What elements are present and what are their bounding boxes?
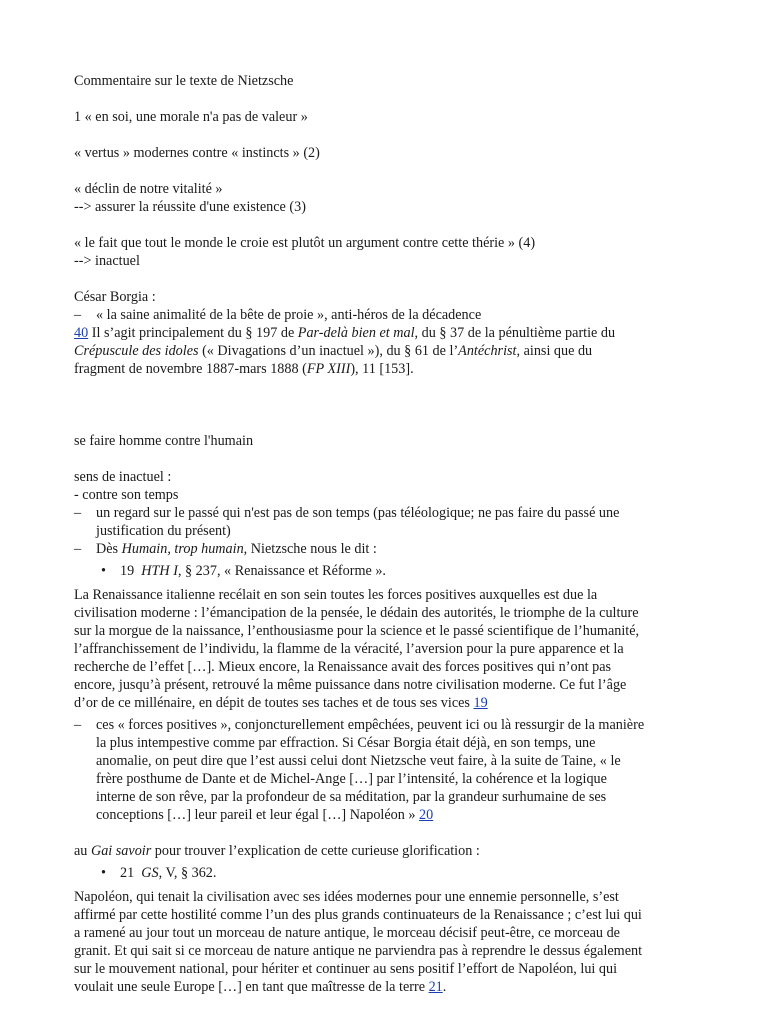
quote-line: l’affranchissement de l’individu, la flamme de la véracité, l’aversion pour la pure apparence et la bbox=[74, 641, 624, 657]
list-item-text: justification du présent) bbox=[96, 523, 231, 539]
quote-line: La Renaissance italienne recélait en son sein toutes les forces positives auxquelles est due la bbox=[74, 587, 598, 603]
list-item-text: , Nietzsche nous le dit : bbox=[243, 541, 377, 557]
work-title: GS bbox=[141, 865, 159, 881]
work-title: HTH I bbox=[141, 563, 178, 579]
quote-line: voulait une seule Europe […] en tant que maîtresse de la terre bbox=[74, 979, 429, 995]
inactuel-item-1: - contre son temps bbox=[74, 487, 179, 503]
work-title: FP XIII bbox=[306, 361, 351, 377]
list-item-text: conceptions […] leur pareil et leur égal […] Napoléon » bbox=[96, 807, 420, 823]
footnote-20-link[interactable]: 20 bbox=[419, 807, 434, 823]
footnote-40-link[interactable]: 40 bbox=[74, 325, 89, 341]
footnote-text: ), 11 [153]. bbox=[350, 361, 414, 377]
body-text: pour trouver l’explication de cette curieuse glorification : bbox=[151, 843, 480, 859]
gai-savoir-line bbox=[74, 842, 714, 860]
footnote-text: (« Divagations d’un inactuel »), du § 61 de l’ bbox=[198, 343, 459, 359]
quote-line: encore, jusqu’à présent, retrouvé la même puissance dans notre civilisation moderne. Ce fut l’âge bbox=[74, 677, 627, 693]
quote-line: affirmé par cette hostilité comme l’un des plus grands continuateurs de la Renaissance ; c’est lui qui bbox=[74, 907, 642, 923]
footnote-text: , du § 37 de la pénultième partie du bbox=[414, 325, 616, 341]
footnote-19-bullet bbox=[74, 562, 714, 580]
work-title: Par-delà bien et mal bbox=[297, 325, 415, 341]
list-item-text: Dès bbox=[96, 541, 122, 557]
quote-line: Napoléon, qui tenait la civilisation avec ses idées modernes pour une ennemie personnelle, s’est bbox=[74, 889, 619, 905]
point-3-quote: « déclin de notre vitalité » bbox=[74, 181, 223, 197]
list-item-text: frère posthume de Dante et de Michel-Ange […] par l’intensité, la cohérence et la logique bbox=[96, 771, 607, 787]
dash-marker: – bbox=[74, 717, 82, 733]
footnote-text: , § 237, « Renaissance et Réforme ». bbox=[177, 563, 386, 579]
inactuel-item-2 bbox=[74, 504, 714, 540]
footnote-text: fragment de novembre 1887-mars 1888 ( bbox=[74, 361, 307, 377]
quote-line: sur la morgue de la naissance, l’enthousiasme pour la science et le passé scientifique de l’humanité, bbox=[74, 623, 640, 639]
dash-marker: – bbox=[74, 541, 82, 557]
work-title: Crépuscule des idoles bbox=[74, 343, 199, 359]
footnote-21-link[interactable]: 21 bbox=[428, 979, 443, 995]
borgia-list-item bbox=[74, 306, 714, 324]
quote-line: recherche de l’effet […]. Mieux encore, la Renaissance avait des forces positives qui n’ont pas bbox=[74, 659, 612, 675]
quote-line: d’or de ce millénaire, en dépit de toutes ses taches et de tous ses vices bbox=[74, 695, 474, 711]
list-item-text: ces « forces positives », conjoncturellement empêchées, peuvent ici ou là ressurgir de la manière bbox=[96, 717, 645, 733]
quote-line: granit. Et qui sait si ce morceau de nature antique ne parviendra pas à reprendre le dessus également bbox=[74, 943, 643, 959]
point-2: « vertus » modernes contre « instincts » (2) bbox=[74, 145, 320, 161]
footnote-number: 21 bbox=[120, 865, 135, 881]
list-item-text: un regard sur le passé qui n'est pas de son temps (pas téléologique; ne pas faire du passé une bbox=[96, 505, 620, 521]
inactuel-heading: sens de inactuel : bbox=[74, 469, 172, 485]
document-page bbox=[74, 72, 714, 996]
bullet-marker: • bbox=[101, 865, 106, 881]
list-item-text: anomalie, on peut dire que l’est aussi celui dont Nietzsche veut faire, à la suite de Taine, « le bbox=[96, 753, 621, 769]
list-item-text: la plus intempestive comme par effraction. Si César Borgia était déjà, en son temps, une bbox=[96, 735, 596, 751]
point-1: 1 « en soi, une morale n'a pas de valeur » bbox=[74, 109, 308, 125]
work-title: Humain, trop humain bbox=[121, 541, 244, 557]
work-title: Gai savoir bbox=[90, 843, 152, 859]
document-title: Commentaire sur le texte de Nietzsche bbox=[74, 73, 294, 89]
humain-heading: se faire homme contre l'humain bbox=[74, 433, 254, 449]
forces-list-item bbox=[74, 716, 714, 824]
footnote-19-link[interactable]: 19 bbox=[473, 695, 488, 711]
point-4-arrow: --> inactuel bbox=[74, 253, 140, 269]
point-3-arrow: --> assurer la réussite d'une existence (3) bbox=[74, 199, 306, 215]
footnote-number: 19 bbox=[120, 563, 135, 579]
list-item-text: interne de son rêve, par la profondeur de sa méditation, par la grandeur surhumaine de ses bbox=[96, 789, 607, 805]
renaissance-quote bbox=[74, 586, 714, 712]
point-4-quote: « le fait que tout le monde le croie est plutôt un argument contre cette thérie » (4) bbox=[74, 235, 536, 251]
bullet-marker: • bbox=[101, 563, 106, 579]
quote-line: . bbox=[442, 979, 447, 995]
inactuel-item-3 bbox=[74, 540, 714, 558]
body-text: au bbox=[74, 843, 91, 859]
footnote-40 bbox=[74, 324, 714, 378]
borgia-heading: César Borgia : bbox=[74, 289, 156, 305]
quote-line: sur le mouvement national, pour hériter et continuer au sens positif l’effort de Napoléon, lui qui bbox=[74, 961, 618, 977]
dash-marker: – bbox=[74, 307, 82, 323]
work-title: Antéchrist bbox=[458, 343, 517, 359]
footnote-text: Il s’agit principalement du § 197 de bbox=[88, 325, 298, 341]
footnote-text: , ainsi que du bbox=[516, 343, 593, 359]
footnote-21-bullet bbox=[74, 864, 714, 882]
quote-line: a ramené au jour tout un morceau de nature antique, le morceau décisif peut-être, ce morceau de bbox=[74, 925, 620, 941]
footnote-text: , V, § 362. bbox=[158, 865, 217, 881]
borgia-item-text: « la saine animalité de la bête de proie », anti-héros de la décadence bbox=[96, 307, 482, 323]
dash-marker: – bbox=[74, 505, 82, 521]
quote-line: civilisation moderne : l’émancipation de la pensée, le dédain des autorités, le triomphe de la culture bbox=[74, 605, 639, 621]
napoleon-quote bbox=[74, 888, 714, 996]
